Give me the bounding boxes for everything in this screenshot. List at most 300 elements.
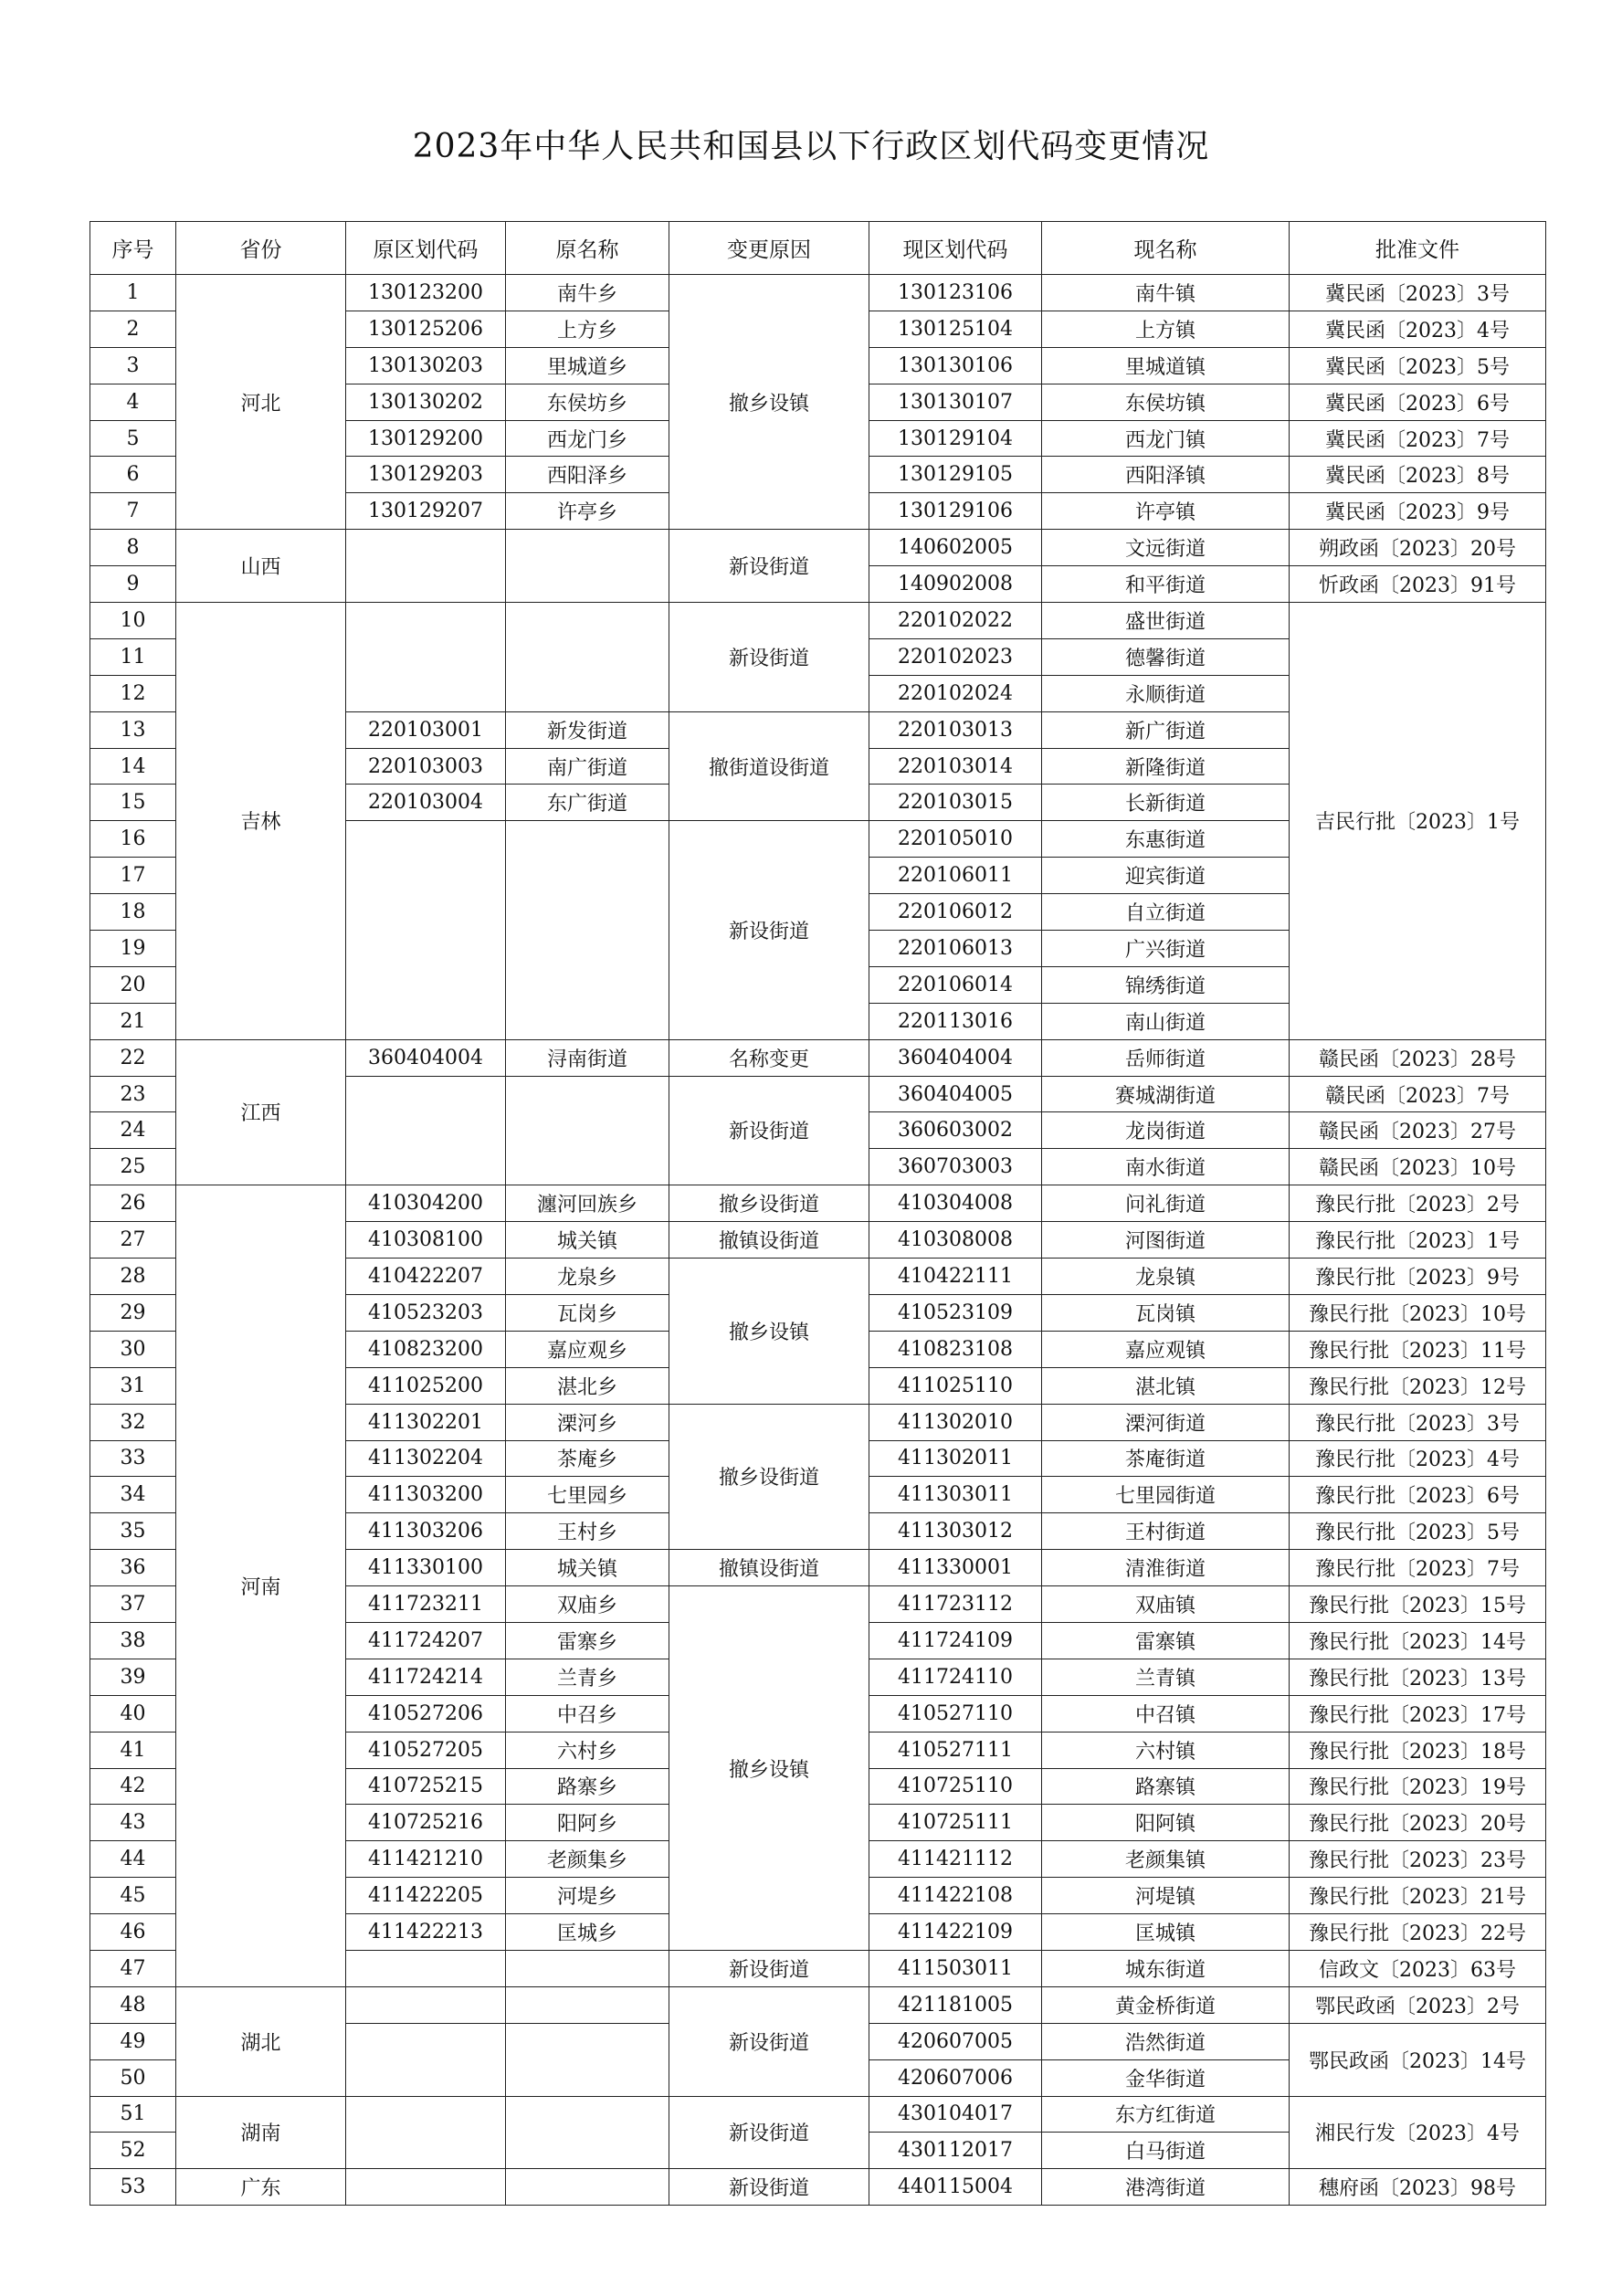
new-name-cell: 南牛镇 [1042, 275, 1290, 311]
row-no: 45 [90, 1878, 176, 1914]
new-name-cell: 王村街道 [1042, 1513, 1290, 1550]
reason-cell: 撤乡设镇 [669, 1586, 869, 1951]
row-no: 9 [90, 566, 176, 603]
new-code-cell: 410725110 [869, 1768, 1042, 1805]
old-name-cell: 西阳泽乡 [506, 457, 669, 493]
new-code-cell: 140902008 [869, 566, 1042, 603]
new-name-cell: 文远街道 [1042, 530, 1290, 566]
old-name-cell: 茶庵乡 [506, 1440, 669, 1477]
old-code-cell: 411302204 [346, 1440, 506, 1477]
new-name-cell: 双庙镇 [1042, 1586, 1290, 1623]
old-code-cell: 410527205 [346, 1732, 506, 1768]
new-name-cell: 西阳泽镇 [1042, 457, 1290, 493]
approval-doc-cell: 豫民行批〔2023〕10号 [1290, 1294, 1546, 1331]
old-name-cell: 老颜集乡 [506, 1841, 669, 1878]
row-no: 43 [90, 1805, 176, 1841]
new-name-cell: 许亭镇 [1042, 493, 1290, 530]
new-name-cell: 城东街道 [1042, 1950, 1290, 1986]
row-no: 2 [90, 311, 176, 347]
old-code-cell: 411303206 [346, 1513, 506, 1550]
row-no: 34 [90, 1477, 176, 1513]
old-name-cell: 匡城乡 [506, 1914, 669, 1951]
old-code-cell: 130123200 [346, 275, 506, 311]
province-cell: 河南 [176, 1185, 346, 1987]
new-name-cell: 河堤镇 [1042, 1878, 1290, 1914]
new-name-cell: 中召镇 [1042, 1695, 1290, 1732]
reason-cell: 撤镇设街道 [669, 1222, 869, 1259]
old-name-cell: 南广街道 [506, 748, 669, 785]
reason-cell: 撤镇设街道 [669, 1550, 869, 1586]
row-no: 52 [90, 2133, 176, 2169]
header-old-code: 原区划代码 [346, 222, 506, 275]
row-no: 42 [90, 1768, 176, 1805]
new-code-cell: 410304008 [869, 1185, 1042, 1222]
old-code-cell: 411330100 [346, 1550, 506, 1586]
approval-doc-cell: 冀民函〔2023〕8号 [1290, 457, 1546, 493]
old-code-cell [346, 603, 506, 712]
old-name-cell: 上方乡 [506, 311, 669, 347]
reason-cell: 撤乡设街道 [669, 1185, 869, 1222]
table-row [90, 1185, 1546, 1222]
page-title: 2023年中华人民共和国县以下行政区划代码变更情况 [412, 128, 1210, 166]
row-no: 32 [90, 1404, 176, 1440]
old-name-cell [506, 603, 669, 712]
old-code-cell: 411723211 [346, 1586, 506, 1623]
approval-doc-cell: 豫民行批〔2023〕22号 [1290, 1914, 1546, 1951]
new-code-cell: 410527110 [869, 1695, 1042, 1732]
new-code-cell: 220106012 [869, 894, 1042, 931]
new-name-cell: 雷寨镇 [1042, 1622, 1290, 1659]
old-name-cell: 里城道乡 [506, 347, 669, 384]
new-code-cell: 360603002 [869, 1112, 1042, 1149]
old-name-cell [506, 2096, 669, 2169]
row-no: 19 [90, 931, 176, 967]
reason-cell: 新设街道 [669, 1950, 869, 1986]
approval-doc-cell: 湘民行发〔2023〕4号 [1290, 2096, 1546, 2169]
row-no: 47 [90, 1950, 176, 1986]
approval-doc-cell: 豫民行批〔2023〕6号 [1290, 1477, 1546, 1513]
old-code-cell: 410725215 [346, 1768, 506, 1805]
old-name-cell: 浔南街道 [506, 1039, 669, 1076]
new-code-cell: 411724110 [869, 1659, 1042, 1695]
old-code-cell: 411422205 [346, 1878, 506, 1914]
new-code-cell: 220106014 [869, 966, 1042, 1003]
row-no: 22 [90, 1039, 176, 1076]
row-no: 40 [90, 1695, 176, 1732]
row-no: 5 [90, 420, 176, 457]
row-no: 3 [90, 347, 176, 384]
old-code-cell [346, 2023, 506, 2096]
row-no: 26 [90, 1185, 176, 1222]
new-code-cell: 411302010 [869, 1404, 1042, 1440]
new-code-cell: 130129105 [869, 457, 1042, 493]
new-code-cell: 410422111 [869, 1259, 1042, 1295]
new-name-cell: 赛城湖街道 [1042, 1076, 1290, 1112]
old-name-cell: 新发街道 [506, 711, 669, 748]
row-no: 16 [90, 821, 176, 858]
approval-doc-cell: 豫民行批〔2023〕20号 [1290, 1805, 1546, 1841]
approval-doc-cell: 赣民函〔2023〕28号 [1290, 1039, 1546, 1076]
new-code-cell: 220103014 [869, 748, 1042, 785]
new-name-cell: 嘉应观镇 [1042, 1331, 1290, 1367]
new-code-cell: 220102023 [869, 638, 1042, 675]
new-name-cell: 老颜集镇 [1042, 1841, 1290, 1878]
new-name-cell: 东侯坊镇 [1042, 384, 1290, 420]
new-name-cell: 瓦岗镇 [1042, 1294, 1290, 1331]
new-code-cell: 420607005 [869, 2023, 1042, 2059]
header-no: 序号 [90, 222, 176, 275]
new-code-cell: 220103013 [869, 711, 1042, 748]
approval-doc-cell: 豫民行批〔2023〕3号 [1290, 1404, 1546, 1440]
table-row [90, 2169, 1546, 2206]
old-code-cell: 220103001 [346, 711, 506, 748]
table-row [90, 275, 1546, 311]
old-code-cell: 220103003 [346, 748, 506, 785]
new-name-cell: 自立街道 [1042, 894, 1290, 931]
reason-cell: 新设街道 [669, 1076, 869, 1185]
new-code-cell: 220105010 [869, 821, 1042, 858]
new-code-cell: 140602005 [869, 530, 1042, 566]
old-code-cell: 411025200 [346, 1367, 506, 1404]
reason-cell: 新设街道 [669, 821, 869, 1039]
new-name-cell: 湛北镇 [1042, 1367, 1290, 1404]
old-name-cell: 西龙门乡 [506, 420, 669, 457]
new-name-cell: 白马街道 [1042, 2133, 1290, 2169]
old-code-cell [346, 2096, 506, 2169]
approval-doc-cell: 朔政函〔2023〕20号 [1290, 530, 1546, 566]
row-no: 21 [90, 1003, 176, 1039]
row-no: 49 [90, 2023, 176, 2059]
new-code-cell: 411422108 [869, 1878, 1042, 1914]
province-cell: 山西 [176, 530, 346, 603]
new-name-cell: 永顺街道 [1042, 675, 1290, 711]
reason-cell: 撤乡设镇 [669, 275, 869, 530]
new-code-cell: 220106011 [869, 858, 1042, 894]
new-name-cell: 黄金桥街道 [1042, 1986, 1290, 2023]
old-code-cell: 411303200 [346, 1477, 506, 1513]
header-new-name: 现名称 [1042, 222, 1290, 275]
approval-doc-cell: 豫民行批〔2023〕15号 [1290, 1586, 1546, 1623]
new-name-cell: 七里园街道 [1042, 1477, 1290, 1513]
approval-doc-cell: 鄂民政函〔2023〕14号 [1290, 2023, 1546, 2096]
new-name-cell: 和平街道 [1042, 566, 1290, 603]
old-name-cell [506, 2023, 669, 2096]
reason-cell: 撤乡设街道 [669, 1404, 869, 1550]
approval-doc-cell: 豫民行批〔2023〕13号 [1290, 1659, 1546, 1695]
old-code-cell [346, 530, 506, 603]
approval-doc-cell: 豫民行批〔2023〕1号 [1290, 1222, 1546, 1259]
approval-doc-cell: 冀民函〔2023〕9号 [1290, 493, 1546, 530]
new-name-cell: 南水街道 [1042, 1149, 1290, 1185]
new-name-cell: 路寨镇 [1042, 1768, 1290, 1805]
old-code-cell: 411724214 [346, 1659, 506, 1695]
approval-doc-cell: 豫民行批〔2023〕4号 [1290, 1440, 1546, 1477]
row-no: 12 [90, 675, 176, 711]
reason-cell: 新设街道 [669, 2169, 869, 2206]
new-code-cell: 130125104 [869, 311, 1042, 347]
old-name-cell: 路寨乡 [506, 1768, 669, 1805]
province-cell: 吉林 [176, 603, 346, 1040]
old-code-cell [346, 1950, 506, 1986]
old-code-cell: 130129200 [346, 420, 506, 457]
new-code-cell: 130129104 [869, 420, 1042, 457]
old-code-cell: 411302201 [346, 1404, 506, 1440]
table-row [90, 603, 1546, 639]
row-no: 17 [90, 858, 176, 894]
approval-doc-cell: 赣民函〔2023〕27号 [1290, 1112, 1546, 1149]
new-name-cell: 浩然街道 [1042, 2023, 1290, 2059]
new-name-cell: 南山街道 [1042, 1003, 1290, 1039]
approval-doc-cell: 豫民行批〔2023〕17号 [1290, 1695, 1546, 1732]
old-name-cell [506, 530, 669, 603]
new-name-cell: 岳师街道 [1042, 1039, 1290, 1076]
old-name-cell: 南牛乡 [506, 275, 669, 311]
old-code-cell: 410304200 [346, 1185, 506, 1222]
old-name-cell: 中召乡 [506, 1695, 669, 1732]
approval-doc-cell: 豫民行批〔2023〕2号 [1290, 1185, 1546, 1222]
new-code-cell: 411302011 [869, 1440, 1042, 1477]
approval-doc-cell: 冀民函〔2023〕3号 [1290, 275, 1546, 311]
old-code-cell: 360404004 [346, 1039, 506, 1076]
reason-cell: 新设街道 [669, 2096, 869, 2169]
old-code-cell: 130129203 [346, 457, 506, 493]
province-cell: 湖北 [176, 1986, 346, 2096]
reason-cell: 新设街道 [669, 603, 869, 712]
new-code-cell: 410308008 [869, 1222, 1042, 1259]
province-cell: 广东 [176, 2169, 346, 2206]
approval-doc-cell: 豫民行批〔2023〕11号 [1290, 1331, 1546, 1367]
header-reason: 变更原因 [669, 222, 869, 275]
approval-doc-cell: 信政文〔2023〕63号 [1290, 1950, 1546, 1986]
new-code-cell: 130129106 [869, 493, 1042, 530]
new-name-cell: 盛世街道 [1042, 603, 1290, 639]
new-code-cell: 420607006 [869, 2059, 1042, 2096]
old-code-cell: 130130203 [346, 347, 506, 384]
province-cell: 江西 [176, 1039, 346, 1185]
new-name-cell: 六村镇 [1042, 1732, 1290, 1768]
old-code-cell: 410422207 [346, 1259, 506, 1295]
approval-doc-cell: 豫民行批〔2023〕12号 [1290, 1367, 1546, 1404]
row-no: 13 [90, 711, 176, 748]
row-no: 28 [90, 1259, 176, 1295]
row-no: 36 [90, 1550, 176, 1586]
new-name-cell: 迎宾街道 [1042, 858, 1290, 894]
new-name-cell: 龙泉镇 [1042, 1259, 1290, 1295]
row-no: 27 [90, 1222, 176, 1259]
new-name-cell: 德馨街道 [1042, 638, 1290, 675]
new-name-cell: 东惠街道 [1042, 821, 1290, 858]
new-code-cell: 220106013 [869, 931, 1042, 967]
new-code-cell: 411724109 [869, 1622, 1042, 1659]
old-name-cell: 东广街道 [506, 785, 669, 821]
row-no: 50 [90, 2059, 176, 2096]
province-cell: 河北 [176, 275, 346, 530]
new-name-cell: 新广街道 [1042, 711, 1290, 748]
old-name-cell [506, 1950, 669, 1986]
approval-doc-cell: 豫民行批〔2023〕18号 [1290, 1732, 1546, 1768]
old-name-cell [506, 821, 669, 1039]
row-no: 35 [90, 1513, 176, 1550]
province-cell: 湖南 [176, 2096, 346, 2169]
row-no: 1 [90, 275, 176, 311]
old-name-cell: 龙泉乡 [506, 1259, 669, 1295]
approval-doc-cell: 豫民行批〔2023〕19号 [1290, 1768, 1546, 1805]
old-code-cell: 410527206 [346, 1695, 506, 1732]
old-code-cell [346, 2169, 506, 2206]
row-no: 44 [90, 1841, 176, 1878]
table-row [90, 1986, 1546, 2023]
reason-cell: 撤乡设镇 [669, 1259, 869, 1405]
new-name-cell: 龙岗街道 [1042, 1112, 1290, 1149]
row-no: 11 [90, 638, 176, 675]
new-name-cell: 金华街道 [1042, 2059, 1290, 2096]
row-no: 14 [90, 748, 176, 785]
row-no: 39 [90, 1659, 176, 1695]
approval-doc-cell: 豫民行批〔2023〕14号 [1290, 1622, 1546, 1659]
old-name-cell [506, 1076, 669, 1185]
approval-doc-cell: 豫民行批〔2023〕9号 [1290, 1259, 1546, 1295]
old-code-cell: 411724207 [346, 1622, 506, 1659]
old-name-cell: 王村乡 [506, 1513, 669, 1550]
new-name-cell: 茶庵街道 [1042, 1440, 1290, 1477]
old-name-cell: 双庙乡 [506, 1586, 669, 1623]
old-name-cell: 瀍河回族乡 [506, 1185, 669, 1222]
old-code-cell: 130130202 [346, 384, 506, 420]
old-code-cell: 130125206 [346, 311, 506, 347]
new-code-cell: 220102024 [869, 675, 1042, 711]
new-code-cell: 410523109 [869, 1294, 1042, 1331]
new-code-cell: 410527111 [869, 1732, 1042, 1768]
new-name-cell: 新隆街道 [1042, 748, 1290, 785]
old-name-cell: 七里园乡 [506, 1477, 669, 1513]
row-no: 51 [90, 2096, 176, 2133]
approval-doc-cell: 穗府函〔2023〕98号 [1290, 2169, 1546, 2206]
approval-doc-cell: 豫民行批〔2023〕5号 [1290, 1513, 1546, 1550]
new-code-cell: 411303012 [869, 1513, 1042, 1550]
new-code-cell: 421181005 [869, 1986, 1042, 2023]
new-code-cell: 430112017 [869, 2133, 1042, 2169]
new-code-cell: 130130107 [869, 384, 1042, 420]
header-new-code: 现区划代码 [869, 222, 1042, 275]
row-no: 31 [90, 1367, 176, 1404]
new-code-cell: 411421112 [869, 1841, 1042, 1878]
new-name-cell: 东方红街道 [1042, 2096, 1290, 2133]
new-name-cell: 阳阿镇 [1042, 1805, 1290, 1841]
row-no: 23 [90, 1076, 176, 1112]
new-name-cell: 问礼街道 [1042, 1185, 1290, 1222]
old-name-cell: 嘉应观乡 [506, 1331, 669, 1367]
row-no: 38 [90, 1622, 176, 1659]
reason-cell: 名称变更 [669, 1039, 869, 1076]
old-code-cell [346, 821, 506, 1039]
row-no: 8 [90, 530, 176, 566]
old-name-cell: 六村乡 [506, 1732, 669, 1768]
old-name-cell: 东侯坊乡 [506, 384, 669, 420]
row-no: 24 [90, 1112, 176, 1149]
table-body [90, 275, 1546, 2206]
new-code-cell: 411025110 [869, 1367, 1042, 1404]
new-code-cell: 220113016 [869, 1003, 1042, 1039]
header-old-name: 原名称 [506, 222, 669, 275]
new-code-cell: 430104017 [869, 2096, 1042, 2133]
old-name-cell: 阳阿乡 [506, 1805, 669, 1841]
old-name-cell: 雷寨乡 [506, 1622, 669, 1659]
approval-doc-cell: 冀民函〔2023〕4号 [1290, 311, 1546, 347]
new-code-cell: 410823108 [869, 1331, 1042, 1367]
approval-doc-cell: 赣民函〔2023〕7号 [1290, 1076, 1546, 1112]
old-code-cell: 411422213 [346, 1914, 506, 1951]
new-code-cell: 130130106 [869, 347, 1042, 384]
old-name-cell: 兰青乡 [506, 1659, 669, 1695]
division-code-change-table [90, 221, 1546, 2206]
table-row [90, 1039, 1546, 1076]
row-no: 7 [90, 493, 176, 530]
new-code-cell: 220102022 [869, 603, 1042, 639]
new-name-cell: 里城道镇 [1042, 347, 1290, 384]
new-code-cell: 360404004 [869, 1039, 1042, 1076]
approval-doc-cell: 冀民函〔2023〕5号 [1290, 347, 1546, 384]
old-name-cell: 溧河乡 [506, 1404, 669, 1440]
row-no: 20 [90, 966, 176, 1003]
table-row [90, 2096, 1546, 2133]
old-code-cell: 410308100 [346, 1222, 506, 1259]
row-no: 25 [90, 1149, 176, 1185]
row-no: 33 [90, 1440, 176, 1477]
reason-cell: 撤街道设街道 [669, 711, 869, 821]
old-name-cell [506, 2169, 669, 2206]
old-name-cell [506, 1986, 669, 2023]
new-name-cell: 港湾街道 [1042, 2169, 1290, 2206]
row-no: 6 [90, 457, 176, 493]
table-header-row [90, 222, 1546, 275]
table-row [90, 530, 1546, 566]
new-code-cell: 440115004 [869, 2169, 1042, 2206]
old-code-cell: 410823200 [346, 1331, 506, 1367]
new-code-cell: 411422109 [869, 1914, 1042, 1951]
row-no: 46 [90, 1914, 176, 1951]
approval-doc-cell: 忻政函〔2023〕91号 [1290, 566, 1546, 603]
row-no: 48 [90, 1986, 176, 2023]
row-no: 53 [90, 2169, 176, 2206]
old-name-cell: 许亭乡 [506, 493, 669, 530]
new-name-cell: 溧河街道 [1042, 1404, 1290, 1440]
new-name-cell: 匡城镇 [1042, 1914, 1290, 1951]
new-name-cell: 广兴街道 [1042, 931, 1290, 967]
header-doc: 批准文件 [1290, 222, 1546, 275]
row-no: 37 [90, 1586, 176, 1623]
row-no: 30 [90, 1331, 176, 1367]
approval-doc-cell: 赣民函〔2023〕10号 [1290, 1149, 1546, 1185]
old-code-cell [346, 1076, 506, 1185]
approval-doc-cell: 豫民行批〔2023〕21号 [1290, 1878, 1546, 1914]
new-name-cell: 河图街道 [1042, 1222, 1290, 1259]
approval-doc-cell: 鄂民政函〔2023〕2号 [1290, 1986, 1546, 2023]
new-code-cell: 411723112 [869, 1586, 1042, 1623]
approval-doc-cell: 冀民函〔2023〕6号 [1290, 384, 1546, 420]
new-code-cell: 411503011 [869, 1950, 1042, 1986]
row-no: 10 [90, 603, 176, 639]
approval-doc-cell: 豫民行批〔2023〕23号 [1290, 1841, 1546, 1878]
approval-doc-cell: 吉民行批〔2023〕1号 [1290, 603, 1546, 1040]
approval-doc-cell: 冀民函〔2023〕7号 [1290, 420, 1546, 457]
old-code-cell: 130129207 [346, 493, 506, 530]
old-name-cell: 湛北乡 [506, 1367, 669, 1404]
old-name-cell: 城关镇 [506, 1222, 669, 1259]
old-code-cell: 220103004 [346, 785, 506, 821]
new-code-cell: 360404005 [869, 1076, 1042, 1112]
new-name-cell: 长新街道 [1042, 785, 1290, 821]
new-name-cell: 清淮街道 [1042, 1550, 1290, 1586]
